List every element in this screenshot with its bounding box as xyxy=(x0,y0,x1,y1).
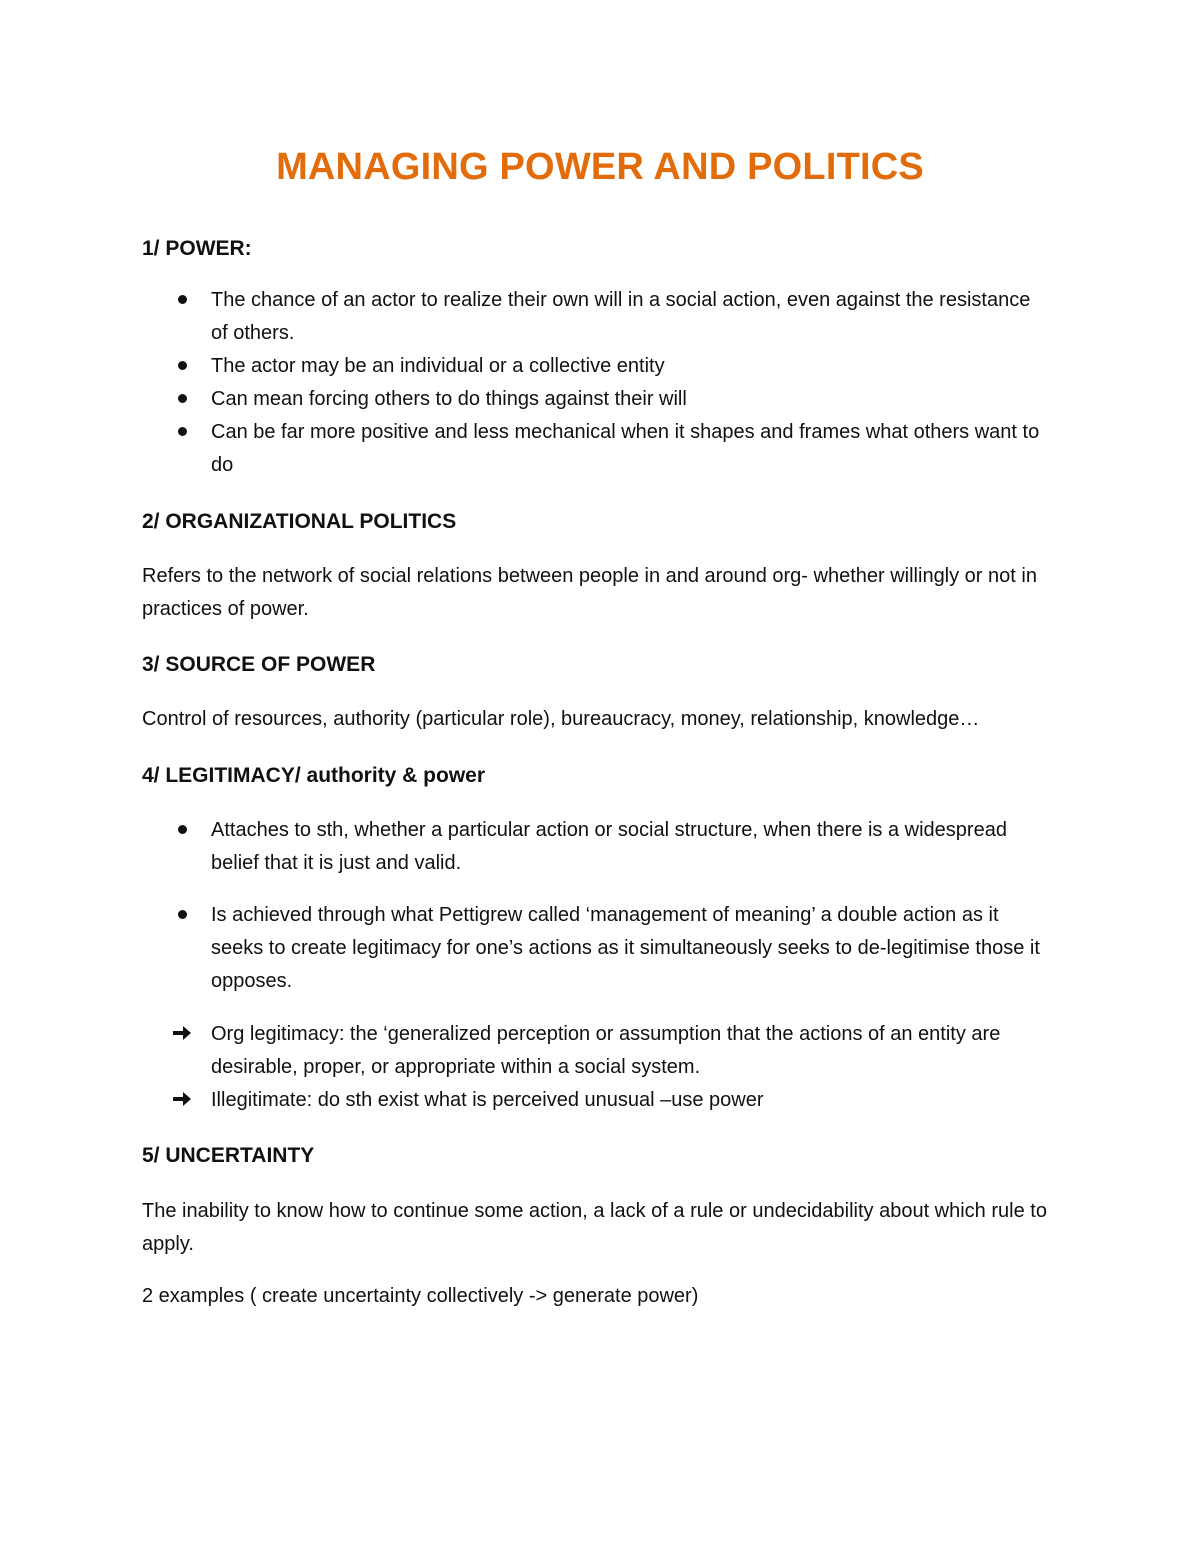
org-politics-paragraph: Refers to the network of social relations between people in and around org- whether willingly or not in practices of power. xyxy=(142,565,1037,620)
legitimacy-bullet-list-1 xyxy=(0,814,1041,880)
document-title: MANAGING POWER AND POLITICS xyxy=(276,146,924,188)
list-item: The chance of an actor to realize their own will in a social action, even against the resistance of others. xyxy=(0,284,1041,350)
list-item: Attaches to sth, whether a particular action or social structure, when there is a widespread belief that it is just and valid. xyxy=(0,814,1041,880)
source-paragraph: Control of resources, authority (particular role), bureaucracy, money, relationship, knowledge… xyxy=(142,708,980,730)
arrow-right-icon xyxy=(172,1018,192,1051)
bullet-icon xyxy=(172,284,192,317)
section-heading-source: 3/ SOURCE OF POWER xyxy=(142,653,376,676)
section-heading-power: 1/ POWER: xyxy=(142,237,252,260)
list-item: Can be far more positive and less mechanical when it shapes and frames what others want to do xyxy=(0,416,1041,482)
section-heading-uncertainty: 5/ UNCERTAINTY xyxy=(142,1144,315,1167)
uncertainty-paragraph: The inability to know how to continue some action, a lack of a rule or undecidability about which rule to apply. xyxy=(142,1200,1047,1255)
list-item: Org legitimacy: the ‘generalized perception or assumption that the actions of an entity are desirable, proper, or appropriate within a social system. xyxy=(0,1018,1041,1084)
power-bullet-list xyxy=(0,284,1041,482)
list-item: Can mean forcing others to do things against their will xyxy=(0,383,1041,416)
section-heading-org-politics: 2/ ORGANIZATIONAL POLITICS xyxy=(142,510,457,533)
bullet-icon xyxy=(172,383,192,416)
bullet-icon xyxy=(172,899,192,932)
legitimacy-arrow-list xyxy=(0,1018,1041,1117)
bullet-icon xyxy=(172,350,192,383)
legitimacy-bullet-list-2 xyxy=(0,899,1041,998)
bullet-icon xyxy=(172,416,192,449)
section-heading-legitimacy: 4/ LEGITIMACY/ authority & power xyxy=(142,764,486,787)
list-item: Illegitimate: do sth exist what is perceived unusual –use power xyxy=(0,1084,1041,1117)
uncertainty-examples: 2 examples ( create uncertainty collectively -> generate power) xyxy=(142,1285,699,1307)
list-item: The actor may be an individual or a collective entity xyxy=(0,350,1041,383)
arrow-right-icon xyxy=(172,1084,192,1117)
list-item: Is achieved through what Pettigrew called ‘management of meaning’ a double action as it seeks to create legitimacy for one’s actions as it simultaneously seeks to de-legitimise those it opposes. xyxy=(0,899,1041,998)
bullet-icon xyxy=(172,814,192,847)
